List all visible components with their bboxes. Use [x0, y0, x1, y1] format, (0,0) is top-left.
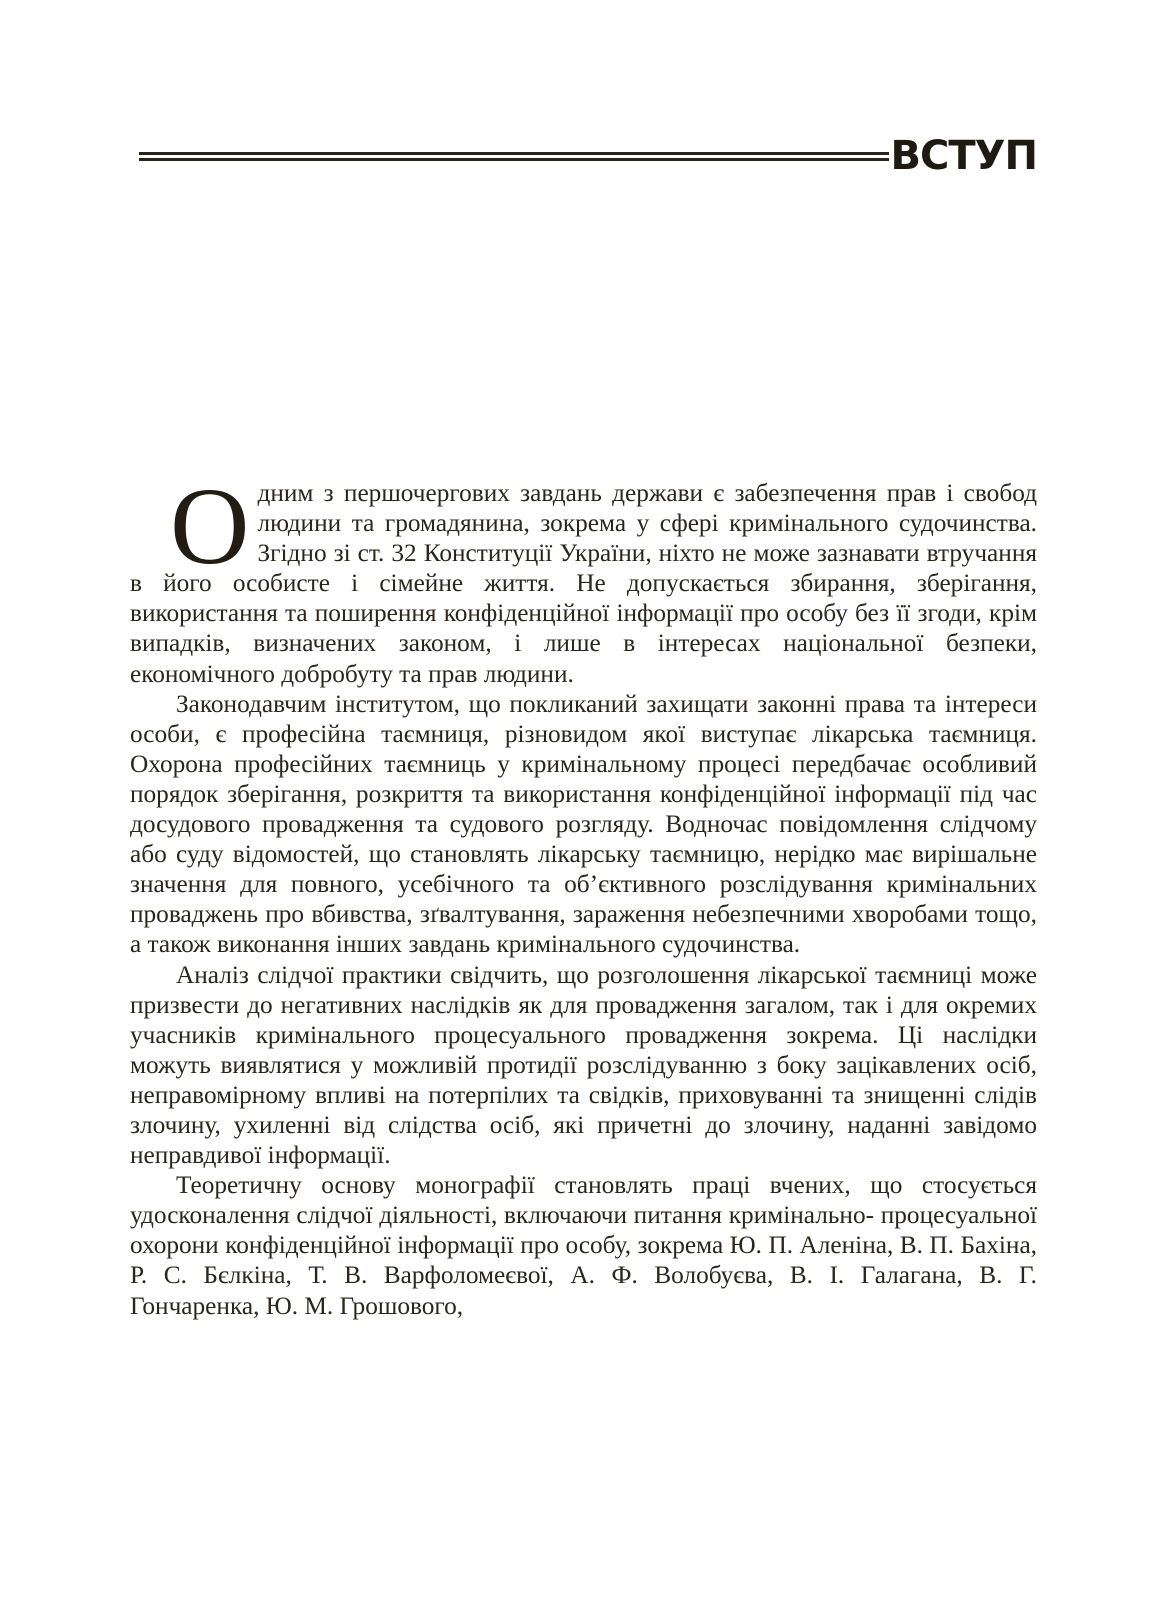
paragraph-3: Аналіз слідчої практики свідчить, що розголошення лікарської таємниці може призвести до негативних наслідків як для провадження загалом, так і для окремих учасників кримінального процесуального провадження зокрема. Ці наслідки можуть виявлятися у можливій протидії розслідуванню з боку зацікавлених осіб, неправомірному впливі на потерпілих та свідків, приховуванні та знищенні слідів злочину, ухиленні від слідства осіб, які причетні до злочину, наданні завідомо неправдивої інформації. — [130, 960, 1037, 1170]
body-text — [130, 465, 1037, 1321]
drop-cap: О — [170, 465, 250, 587]
paragraph-2: Законодавчим інститутом, що покликаний захищати законні права та інтереси особи, є професійна таємниця, різновидом якої виступає лікарська таємниця. Охорона професійних таємниць у кримінальному процесі передбачає особливий порядок зберігання, розкриття та використання конфіденційної інформації під час досудового провадження та судового розгляду. Водночас повідомлення слідчому або суду відомостей, що становлять лікарську таємницю, нерідко має вирішальне значення для повного, усебічного та об’єктивного розслідування кримінальних проваджень про вбивства, зґвалтування, зараження небезпечними хворобами тощо, а також виконання інших завдань кримінального судочинства. — [130, 689, 1037, 959]
decorative-rule — [139, 152, 889, 161]
paragraph-4: Теоретичну основу монографії становлять праці вчених, що стосується удосконалення слідчої діяльності, включаючи питання кримінально- процесуальної охорони конфіденційної інформації про особу, зокрема Ю. П. Аленіна, В. П. Бахіна, Р. С. Бєлкіна, Т. В. Варфоломеєвої, А. Ф. Волобуєва, В. І. Галагана, В. Г. Гончаренка, Ю. М. Грошового, — [130, 1171, 1037, 1320]
chapter-header — [139, 131, 1037, 181]
chapter-title: ВСТУП — [890, 133, 1037, 179]
paragraph-1 — [130, 465, 1037, 689]
paragraph-1-text: дним з першочергових завдань держави є забезпечення прав і свобод людини та громадянина, зокрема у сфері кримінального судочинства. Згідно зі ст. 32 Конституції України, ніхто не може зазнавати втручання в його особисте і сімейне життя. Не допускається збирання, зберігання, використання та поширення конфіденційної інформації про особу без її згоди, крім випадків, визначених законом, і лише в інтересах національної безпеки, економічного добробуту та прав людини. — [130, 479, 1037, 688]
